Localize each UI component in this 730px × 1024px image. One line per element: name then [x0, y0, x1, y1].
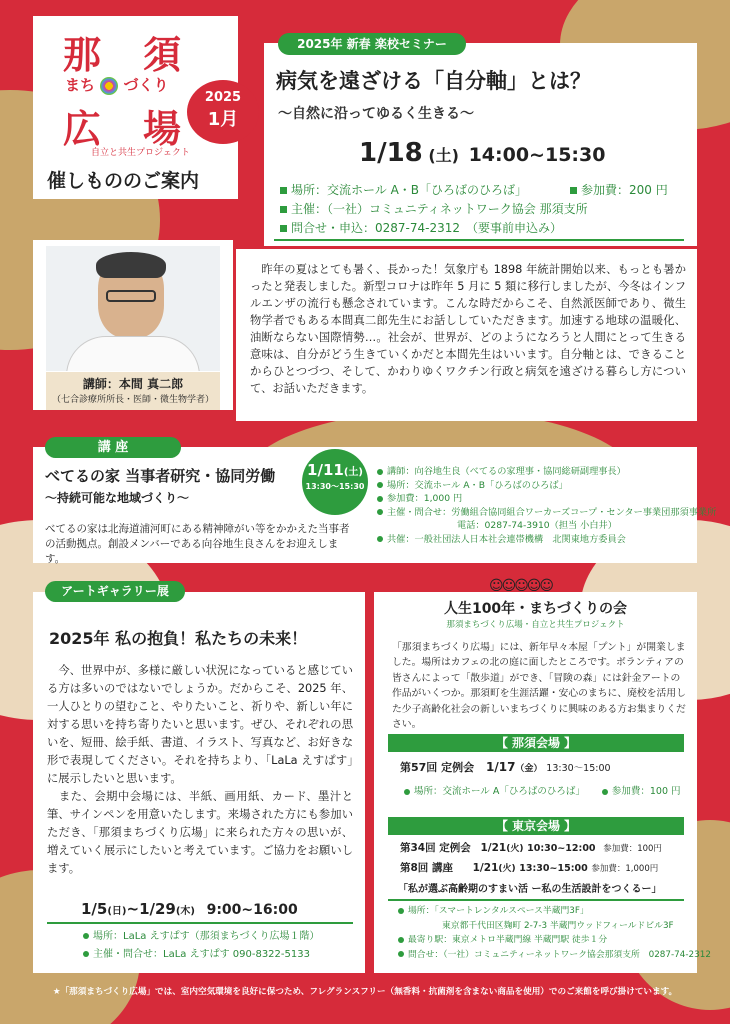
lecture-tag: 講 座 [45, 437, 181, 458]
seminar-card [264, 43, 697, 246]
tokyo-theme: 「私が選ぶ高齢期のすまい活 ー私の生活設計をつくるー」 [398, 884, 662, 895]
nasu-info: 場所：交流ホール A「ひろばのひろば」 参加費：100 円 [404, 782, 681, 801]
art-body-1: 今、世界中が、多様に厳しい状況になっていると感じている方は多いのではないでしょうか。だからこそ、2025 年、一人ひとりの望むこと、やりたいこと、祈りや、新しい年に対する思いを持ち寄りたいと思います。ぜひ、それぞれの思いを、短冊、絵手紙、書道、イラスト、写真など、お好きな形で表現してください。それを持ちより、「LaLa えすぱす」に展示したいと思います。 [47, 664, 353, 785]
club-subtitle: 那須まちづくり広場・自立と共生プロジェクト [446, 620, 625, 630]
seminar-body-card [236, 249, 697, 421]
month-badge: 2025 1月 [187, 80, 259, 144]
seminar-datetime: 1/18 (土) 14:00~15:30 [359, 138, 606, 168]
art-tag: アートギャラリー展 [45, 581, 185, 602]
lecturer-caption [46, 372, 220, 410]
lecture-info: 講師：向谷地生良（べてるの家理事・協同総研副理事長） 場所：交流ホール A・B「ひろばのひろば」 参加費：1,000 円 主催・問合せ：労働組合協同組合ワーカーズコープ・センター事業団那須事業所 電話：0287-74-3910（担当 小白井） 共催：一般社団法人日本社会連帯機構 北関東地方委員会 [377, 465, 697, 547]
logo-bottom: 広 場 [63, 107, 184, 151]
seminar-organizer: 主催：（一社）コミュニティネットワーク協会 那須支所 [291, 202, 588, 216]
divider [388, 899, 684, 901]
club-title: 人生100年・まちづくりの会 [443, 601, 628, 617]
lecture-date-badge: 1/11(土) 13:30〜15:30 [302, 449, 368, 515]
art-info: 場所：LaLa えすぱす（那須まちづくり広場１階） 主催・問合せ：LaLa えすぱす 090-8322-5133 [83, 928, 319, 964]
lecturer-photo [46, 246, 220, 371]
tokyo-session-2: 第8回 講座 1/21(火) 13:30~15:00 参加費：1,000円 [400, 862, 659, 874]
nasu-session: 第57回 定例会 1/17（金） 13:30～15:00 [400, 760, 611, 774]
seminar-info [280, 181, 690, 238]
tokyo-session-1: 第34回 定例会 1/21(火) 10:30~12:00 参加費：100円 [400, 842, 662, 854]
art-datetime: 1/5(日)~1/29(木) 9:00~16:00 [81, 900, 298, 918]
lecture-title: べてるの家 当事者研究・協同労働 [45, 467, 276, 485]
seminar-contact: 問合せ・申込：0287-74-2312 （要事前申込み） [291, 221, 563, 235]
logo-top: 那 須 [63, 33, 184, 77]
lecturer-role: （七合診療所所長・医師・微生物学者） [51, 395, 214, 405]
logo-mid: まち づくり [65, 76, 169, 94]
divider [47, 922, 353, 924]
art-card [33, 592, 365, 973]
club-card [374, 578, 711, 973]
lecturer-name: 講師：本間 真二郎 [82, 377, 184, 391]
lecture-desc: べてるの家は北海道浦河町にある精神障がい等をかかえた当事者の活動拠点。創設メンバーである向谷地生良さんをお迎えします。 [45, 523, 350, 565]
logo-subtitle: 自立と共生プロジェクト [91, 148, 190, 158]
guide-title: 催しもののご案内 [47, 170, 200, 192]
flower-icon [100, 77, 118, 95]
seminar-tag: 2025年 新春 楽校セミナー [278, 33, 466, 55]
tokyo-header: 【 東京会場 】 [388, 817, 684, 835]
art-title: 2025年 私の抱負！私たちの未来！ [49, 629, 308, 648]
footer-note: ★「那須まちづくり広場」では、室内空気環境を良好に保つため、フレグランスフリー（無香料・抗菌剤を含まない商品を使用）でのご来館を呼び掛けています。 [52, 987, 678, 997]
seminar-fee: 参加費：200 円 [581, 183, 668, 197]
people-icon: ☺☺☺☺☺ [489, 578, 552, 594]
club-body: 「那須まちづくり広場」には、新年早々本屋「プント」が開業しました。場所はカフェの北の庭に面したところです。ボランティアの皆さんによって「散歩道」ができ、「冒険の森」には針金アートの作品がいくつか。那須町を生涯活躍・安心のまちに、廃校を活用した少子高齢化社会の新しいまちづくりに興味のある方お集まりください。 [392, 642, 686, 731]
nasu-header: 【 那須会場 】 [388, 734, 684, 752]
seminar-title: 病気を遠ざける「自分軸」とは？ [276, 69, 591, 93]
seminar-place: 場所：交流ホール A・B「ひろばのひろば」 [291, 183, 528, 197]
seminar-body: 昨年の夏はとても暑く、長かった！気象庁も 1898 年統計開始以来、もっとも暑かったと発表しました。新型コロナは昨年 5 月に 5 類に移行しましたが、今冬はインフルエンザの流行も懸念されています。こんな時だからこそ、自然派医師であり、微生物学者でもある本間真二郎先生にお話ししていただきます。加速する地球の温暖化、油断ならない国際情勢…。社会が、世界が、どのようになろうと人間にとって生きる意味は、自分がどう生きていくかだと本間先生はいいます。自分軸とは、できることからひとつづつ、そして、かわりゆくワクチン行政と病気を遠ざける暮らし方について、お話いただきます。 [250, 263, 686, 395]
lecture-subtitle: 〜持続可能な地域づくり〜 [45, 491, 190, 505]
art-body-2: また、会期中会場には、半紙、画用紙、カード、墨汁と筆、サインペンを用意いたします。来場された方にも参加いただき、「那須まちづくり広場」に来られた方々の思いが、増えていく展示にしたいと考えています。ご協力をお願いします。 [47, 790, 353, 875]
lecturer-card [33, 240, 233, 410]
seminar-subtitle: 〜自然に沿ってゆるく生きる〜 [278, 106, 474, 122]
tokyo-info: 場所：「スマートレンタルスペース半蔵門3F」 東京都千代田区麹町 2-7-3 半蔵門ウッドフィールドビル3F 最寄り駅：東京メトロ半蔵門線 半蔵門駅 徒歩１分 問合せ：（一社）コミュニティーネットワーク協会那須支所 0287-74-2312 [398, 904, 711, 962]
divider [274, 239, 684, 241]
